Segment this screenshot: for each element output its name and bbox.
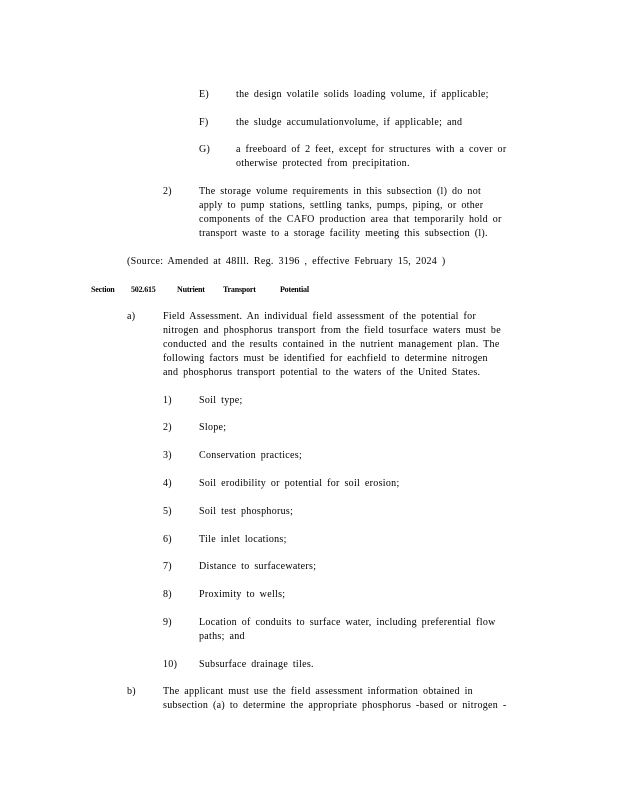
factor-1-text: Soil type;: [199, 395, 243, 406]
factor-8-text: Proximity to wells;: [199, 589, 286, 600]
factor-10-text: Subsurface drainage tiles.: [199, 659, 314, 670]
factor-3-label: 3): [163, 450, 172, 461]
subsection-a-line-2: nitrogen and phosphorus transport from the field tosurface waters must be: [163, 325, 501, 336]
subsection-a-line-5: and phosphorus transport potential to the waters of the United States.: [163, 367, 481, 378]
factor-9-text-line-2: paths; and: [199, 631, 245, 642]
source-note: (Source: Amended at 48Ill. Reg. 3196 , effective February 15, 2024 ): [127, 256, 446, 267]
factor-1-label: 1): [163, 395, 172, 406]
factor-9-label: 9): [163, 617, 172, 628]
subsection-a-label: a): [127, 311, 136, 322]
factor-3-text: Conservation practices;: [199, 450, 303, 461]
item-2-label: 2): [163, 186, 172, 197]
item-2-line-4: transport waste to a storage facility meeting this subsection (l).: [199, 228, 488, 239]
subsection-a-line-1: Field Assessment. An individual field assessment of the potential for: [163, 311, 477, 322]
factor-8-label: 8): [163, 589, 172, 600]
item-g-text-line-2: otherwise protected from precipitation.: [236, 158, 410, 169]
factor-7-label: 7): [163, 561, 172, 572]
factor-2-text: Slope;: [199, 422, 227, 433]
factor-6-text: Tile inlet locations;: [199, 534, 287, 545]
section-word: Section: [91, 285, 115, 294]
item-2-line-1: The storage volume requirements in this subsection (l) do not: [199, 186, 482, 197]
section-title-word-1: Nutrient: [177, 285, 205, 294]
factor-9-text-line-1: Location of conduits to surface water, including preferential flow: [199, 617, 496, 628]
subsection-a-line-3: conducted and the results contained in the nutrient management plan. The: [163, 339, 500, 350]
factor-4-label: 4): [163, 478, 172, 489]
section-title-word-2: Transport: [223, 285, 256, 294]
item-2-line-3: components of the CAFO production area that temporarily hold or: [199, 214, 502, 225]
factor-6-label: 6): [163, 534, 172, 545]
factor-5-label: 5): [163, 506, 172, 517]
item-e-text: the design volatile solids loading volume, if applicable;: [236, 89, 489, 100]
factor-5-text: Soil test phosphorus;: [199, 506, 294, 517]
factor-10-label: 10): [163, 659, 178, 670]
factor-7-text: Distance to surfacewaters;: [199, 561, 317, 572]
subsection-a-line-4: following factors must be identified for eachfield to determine nitrogen: [163, 353, 488, 364]
item-g-text-line-1: a freeboard of 2 feet, except for structures with a cover or: [236, 144, 507, 155]
item-f-text: the sludge accumulationvolume, if applicable; and: [236, 117, 463, 128]
item-f-label: F): [199, 117, 209, 128]
item-g-label: G): [199, 144, 211, 155]
factor-2-label: 2): [163, 422, 172, 433]
subsection-b-line-1: The applicant must use the field assessment information obtained in: [163, 686, 473, 697]
subsection-b-label: b): [127, 686, 136, 697]
section-number: 502.615: [131, 285, 156, 294]
item-e-label: E): [199, 89, 210, 100]
item-2-line-2: apply to pump stations, settling tanks, pumps, piping, or other: [199, 200, 484, 211]
section-title-word-3: Potential: [280, 285, 309, 294]
subsection-b-line-2: subsection (a) to determine the appropriate phosphorus -based or nitrogen -: [163, 700, 507, 711]
factor-4-text: Soil erodibility or potential for soil erosion;: [199, 478, 400, 489]
